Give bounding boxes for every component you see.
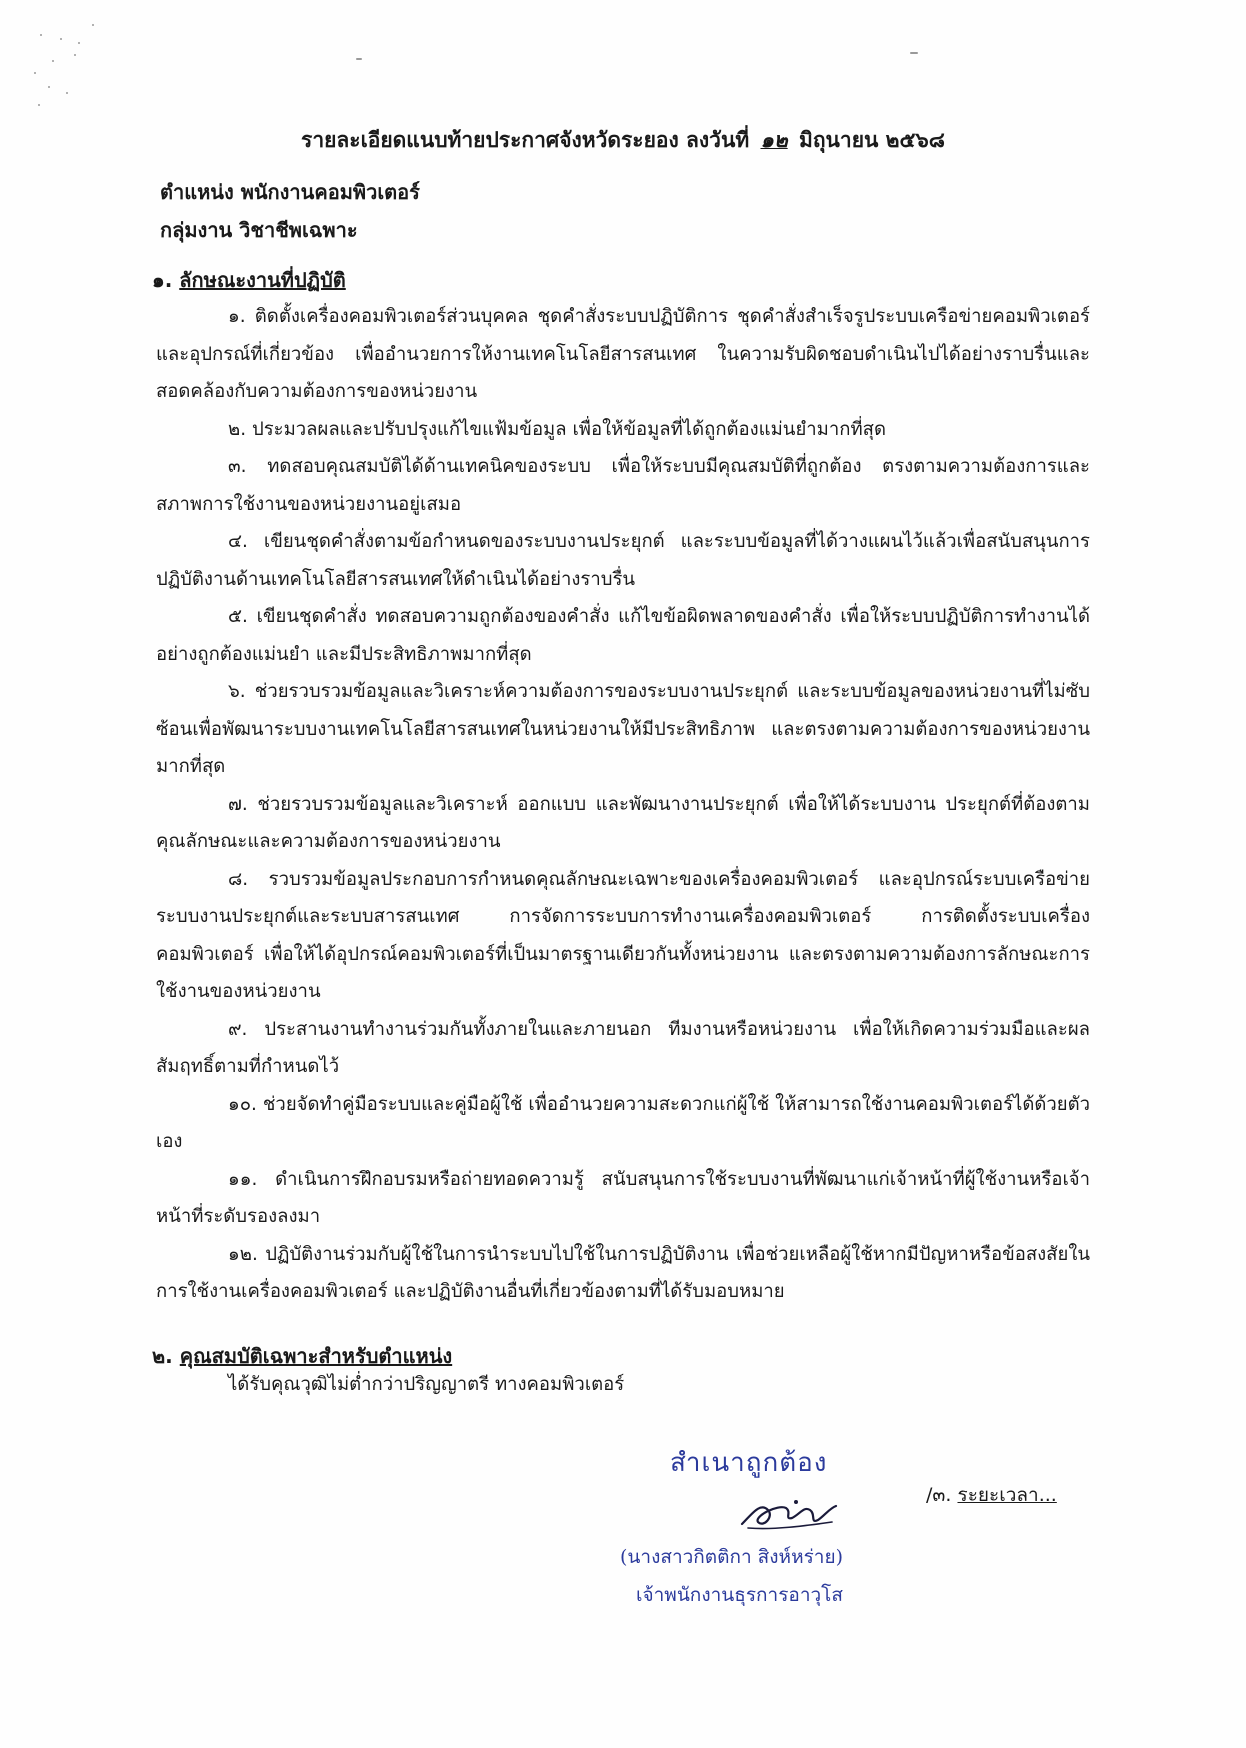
scan-mark [910, 52, 918, 54]
scan-noise [30, 20, 110, 110]
handwritten-signature [734, 1484, 844, 1536]
continuation-note [926, 1480, 1057, 1510]
duty-item: ๕. เขียนชุดคำสั่ง ทดสอบความถูกต้องของคำสั่ง แก้ไขข้อผิดพลาดของคำสั่ง เพื่อให้ระบบปฏิบัติการทำงานได้อย่างถูกต้องแม่นยำ และมีประสิทธิภาพมากที่สุด [156, 606, 1090, 665]
group-line: กลุ่มงาน วิชาชีพเฉพาะ [160, 218, 358, 242]
section-2-heading [152, 1340, 452, 1372]
duty-item: ๖. ช่วยรวบรวมข้อมูลและวิเคราะห์ความต้องการของระบบงานประยุกต์ และระบบข้อมูลของหน่วยงานที่ไม่ซับซ้อนเพื่อพัฒนาระบบงานเทคโนโลยีสารสนเทศในหน่วยงานให้มีประสิทธิภาพ และตรงตามความต้องการของหน่วยงานมากที่สุด [156, 681, 1090, 777]
title-prefix: รายละเอียดแนบท้ายประกาศจังหวัดระยอง ลงวันที่ [301, 128, 750, 152]
position-line: ตำแหน่ง พนักงานคอมพิวเตอร์ [160, 180, 420, 204]
qualification-text: ได้รับคุณวุฒิไม่ต่ำกว่าปริญญาตรี ทางคอมพิวเตอร์ [228, 1374, 625, 1395]
title-suffix: มิถุนายน ๒๕๖๘ [799, 128, 945, 152]
continuation-next: ระยะเวลา... [957, 1484, 1057, 1506]
duty-item: ๗. ช่วยรวบรวมข้อมูลและวิเคราะห์ ออกแบบ และพัฒนางานประยุกต์ เพื่อให้ได้ระบบงาน ประยุกต์ที่ต้องตามคุณลักษณะและความต้องการของหน่วยงาน [156, 793, 1090, 852]
section-2-number: ๒. [152, 1344, 173, 1368]
duty-item: ๑๑. ดำเนินการฝึกอบรมหรือถ่ายทอดความรู้ สนับสนุนการใช้ระบบงานที่พัฒนาแก่เจ้าหน้าที่ผู้ใช้งานหรือเจ้าหน้าที่ระดับรองลงมา [156, 1168, 1090, 1227]
signer-name: (นางสาวกิตติกา สิงห์หร่าย) [620, 1546, 844, 1568]
section-1-number: ๑. [152, 268, 173, 292]
scan-mark [356, 58, 362, 60]
duty-item: ๑๐. ช่วยจัดทำคู่มือระบบและคู่มือผู้ใช้ เพื่ออำนวยความสะดวกแก่ผู้ใช้ ให้สามารถใช้งานคอมพิวเตอร์ได้ด้วยตัวเอง [156, 1093, 1090, 1152]
title-handwritten-day: ๑๒ [760, 128, 788, 152]
duty-item: ๔. เขียนชุดคำสั่งตามข้อกำหนดของระบบงานประยุกต์ และระบบข้อมูลที่ได้วางแผนไว้แล้วเพื่อสนับสนุนการปฏิบัติงานด้านเทคโนโลยีสารสนเทศให้ดำเนินได้อย่างราบรื่น [156, 531, 1090, 590]
section-2-title: คุณสมบัติเฉพาะสำหรับตำแหน่ง [179, 1344, 453, 1368]
continuation-prefix: /๓. [926, 1484, 952, 1506]
duty-item: ๓. ทดสอบคุณสมบัติได้ด้านเทคนิคของระบบ เพื่อให้ระบบมีคุณสมบัติที่ถูกต้อง ตรงตามความต้องการและสภาพการใช้งานของหน่วยงานอยู่เสมอ [156, 456, 1090, 515]
certified-copy-stamp: สำเนาถูกต้อง [670, 1448, 828, 1478]
duties-list [156, 298, 1090, 1311]
section-1-heading [152, 264, 346, 296]
duty-item: ๑๒. ปฏิบัติงานร่วมกับผู้ใช้ในการนำระบบไปใช้ในการปฏิบัติงาน เพื่อช่วยเหลือผู้ใช้หากมีปัญหาหรือข้อสงสัยในการใช้งานเครื่องคอมพิวเตอร์ และปฏิบัติงานอื่นที่เกี่ยวข้องตามที่ได้รับมอบหมาย [156, 1243, 1090, 1302]
duty-item: ๙. ประสานงานทำงานร่วมกันทั้งภายในและภายนอก ทีมงานหรือหน่วยงาน เพื่อให้เกิดความร่วมมือและผลสัมฤทธิ์ตามที่กำหนดไว้ [156, 1018, 1090, 1077]
section-1-title: ลักษณะงานที่ปฏิบัติ [179, 268, 346, 292]
duty-item: ๑. ติดตั้งเครื่องคอมพิวเตอร์ส่วนบุคคล ชุดคำสั่งระบบปฏิบัติการ ชุดคำสั่งสำเร็จรูประบบเครือข่ายคอมพิวเตอร์และอุปกรณ์ที่เกี่ยวข้อง เพื่ออำนวยการให้งานเทคโนโลยีสารสนเทศ ในความรับผิดชอบดำเนินไปได้อย่างราบรื่นและสอดคล้องกับความต้องการของหน่วยงาน [156, 306, 1090, 402]
document-title [0, 124, 1246, 157]
signer-role: เจ้าพนักงานธุรการอาวุโส [636, 1584, 843, 1606]
duty-item: ๒. ประมวลผลและปรับปรุงแก้ไขแฟ้มข้อมูล เพื่อให้ข้อมูลที่ได้ถูกต้องแม่นยำมากที่สุด [228, 418, 886, 440]
duty-item: ๘. รวบรวมข้อมูลประกอบการกำหนดคุณลักษณะเฉพาะของเครื่องคอมพิวเตอร์ และอุปกรณ์ระบบเครือข่าย ระบบงานประยุกต์และระบบสารสนเทศ การจัดการระบบการทำงานเครื่องคอมพิวเตอร์ การติดตั้งระบบเครื่องคอมพิวเตอร์ เพื่อให้ได้อุปกรณ์คอมพิวเตอร์ที่เป็นมาตรฐานเดียวกันทั้งหน่วยงาน และตรงตามความต้องการลักษณะการใช้งานของหน่วยงาน [156, 868, 1090, 1002]
